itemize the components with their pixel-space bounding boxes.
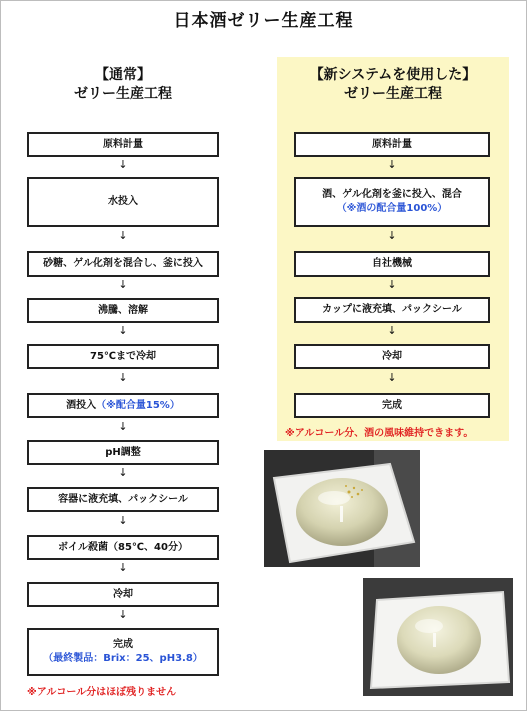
right-note: ※アルコール分、酒の風味維持できます。 <box>285 428 474 439</box>
right-step-2-highlight: （※酒の配合量100%） <box>336 203 448 214</box>
left-step-4-label: 沸騰、溶解 <box>98 304 148 316</box>
right-step-5 <box>294 344 490 369</box>
flow-arrow: ↓ <box>118 371 128 384</box>
left-step-8-label: 容器に液充填、パックシール <box>58 493 188 505</box>
flow-arrow: ↓ <box>118 229 128 242</box>
right-step-3-label: 自社機械 <box>372 258 412 269</box>
page-title: 日本酒ゼリー生産工程 <box>173 11 354 31</box>
left-step-6-text: 酒投入 <box>66 399 97 411</box>
flow-arrow: ↓ <box>118 158 128 171</box>
jelly-photo-1 <box>264 450 420 567</box>
left-note: ※アルコール分はほぼ残りません <box>27 687 177 698</box>
flow-arrow: ↓ <box>118 278 128 291</box>
left-step-1 <box>27 132 219 157</box>
right-step-4-label: カップに液充填、パックシール <box>322 304 462 315</box>
left-heading-line2: ゼリー生産工程 <box>74 86 172 102</box>
flow-arrow: ↓ <box>118 608 128 621</box>
right-step-3 <box>294 251 490 277</box>
flow-arrow: ↓ <box>118 514 128 527</box>
left-step-9 <box>27 535 219 560</box>
left-step-11-label: 完成 <box>113 639 133 650</box>
flow-arrow: ↓ <box>387 278 397 291</box>
left-step-5-label: 75℃まで冷却 <box>89 350 157 362</box>
left-step-7 <box>27 440 219 465</box>
right-step-1-label: 原料計量 <box>372 138 412 150</box>
left-step-10 <box>27 582 219 607</box>
left-step-2 <box>27 177 219 227</box>
right-heading <box>277 66 509 104</box>
flow-arrow: ↓ <box>118 420 128 433</box>
left-step-2-label: 水投入 <box>108 196 138 207</box>
left-step-7-label: pH調整 <box>105 446 141 458</box>
left-step-1-label: 原料計量 <box>103 138 143 150</box>
flow-arrow: ↓ <box>387 324 397 337</box>
flow-arrow: ↓ <box>118 466 128 479</box>
right-step-2-label: 酒、ゲル化剤を釜に投入、混合 <box>322 189 462 200</box>
right-heading-line2: ゼリー生産工程 <box>344 86 442 102</box>
left-heading-line1: 【通常】 <box>95 67 151 83</box>
right-step-6 <box>294 393 490 418</box>
left-step-3 <box>27 251 219 277</box>
flow-arrow: ↓ <box>118 324 128 337</box>
flow-arrow: ↓ <box>118 561 128 574</box>
left-step-11 <box>27 628 219 676</box>
left-heading <box>27 66 219 104</box>
right-heading-line1: 【新システムを使用した】 <box>309 67 477 83</box>
left-step-4 <box>27 298 219 323</box>
left-step-6 <box>27 393 219 418</box>
right-step-5-label: 冷却 <box>382 350 402 362</box>
right-step-2 <box>294 177 490 227</box>
left-step-6-highlight: （※配合量15%） <box>96 399 180 411</box>
flow-arrow: ↓ <box>387 158 397 171</box>
right-step-1 <box>294 132 490 157</box>
left-step-9-label: ボイル殺菌（85℃、40分） <box>58 541 188 553</box>
jelly-photo-2 <box>363 578 513 696</box>
flow-arrow: ↓ <box>387 371 397 384</box>
left-step-3-label: 砂糖、ゲル化剤を混合し、釜に投入 <box>43 258 203 269</box>
right-step-6-label: 完成 <box>382 399 402 411</box>
flow-arrow: ↓ <box>387 229 397 242</box>
left-step-8 <box>27 487 219 512</box>
right-step-4 <box>294 297 490 323</box>
left-step-5 <box>27 344 219 369</box>
left-step-10-label: 冷却 <box>113 588 133 600</box>
left-step-11-highlight: （最終製品：Brix：25、pH3.8） <box>43 653 203 664</box>
left-step-6-label <box>66 399 180 413</box>
